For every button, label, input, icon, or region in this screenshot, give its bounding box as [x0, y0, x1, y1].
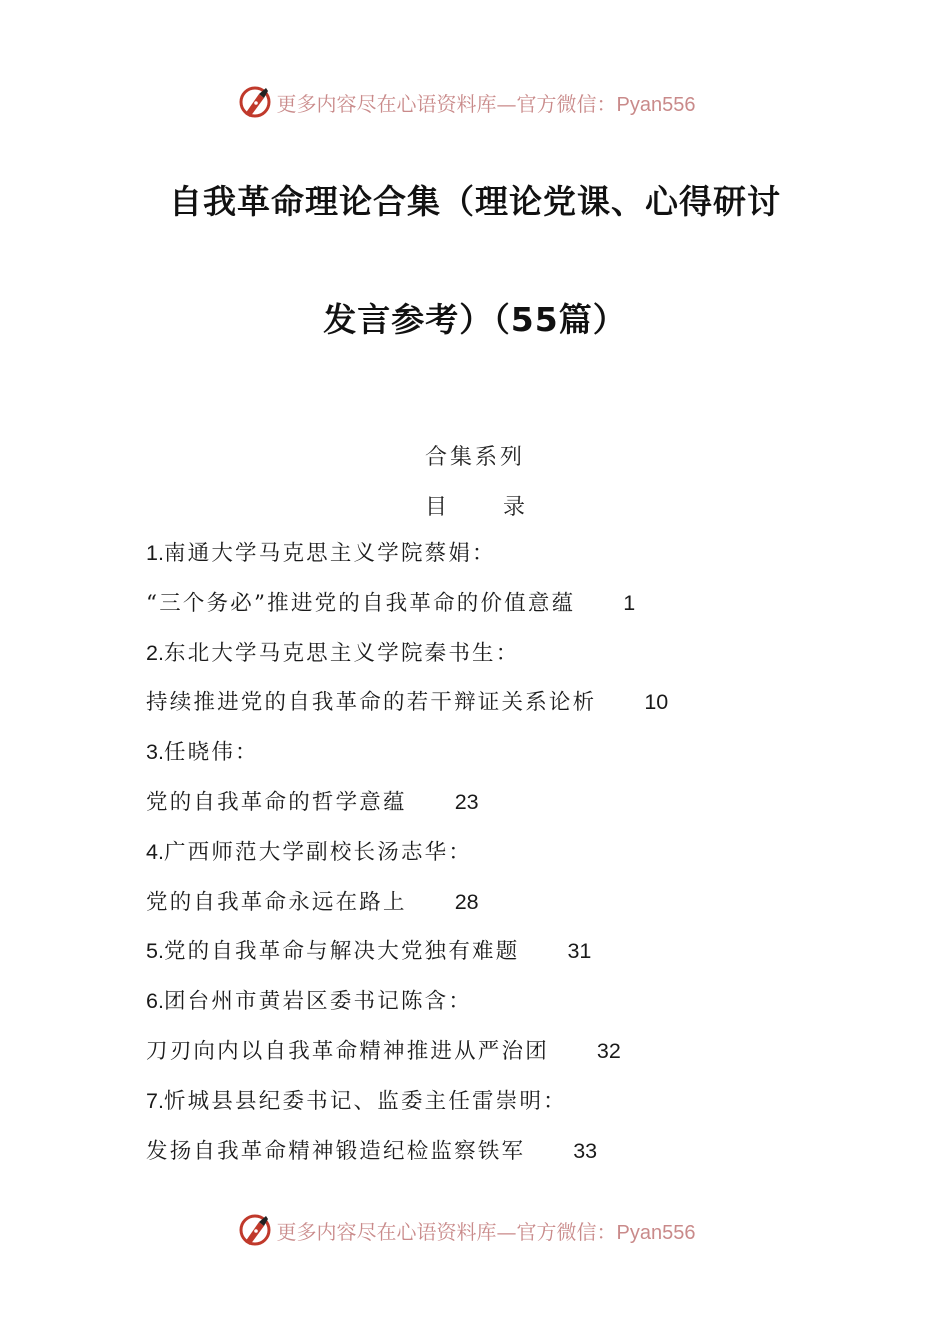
- toc-heading-char-1: 目: [424, 495, 447, 520]
- pen-nib-circle-icon: [237, 84, 273, 120]
- toc-entry-title[interactable]: [146, 687, 846, 737]
- toc-entry-page: 1: [623, 590, 636, 615]
- toc-entry-author: [146, 538, 846, 588]
- watermark-text: 更多内容尽在心语资料库—官方微信：Pyan556: [276, 91, 696, 116]
- toc-entry-author-text: 南通大学马克思主义学院蔡娟：: [163, 541, 496, 566]
- toc-entry-title[interactable]: [146, 588, 846, 638]
- toc-entry-number: 2.: [146, 640, 164, 665]
- toc-entry-number: 3.: [146, 740, 164, 765]
- toc-entry-page: 32: [596, 1038, 621, 1063]
- toc-entry-title-text: 党的自我革命与解决大党独有难题: [163, 939, 520, 965]
- watermark-text: 更多内容尽在心语资料库—官方微信：Pyan556: [276, 1219, 696, 1244]
- toc-entry-page: 33: [573, 1138, 598, 1163]
- toc-entry-number: 6.: [146, 989, 164, 1014]
- toc-entry-number: 4.: [146, 839, 164, 864]
- header-watermark: [0, 82, 950, 122]
- toc-entry-author: [146, 986, 846, 1036]
- toc-entry-author-text: 任晓伟：: [163, 740, 259, 766]
- toc-entry-author: [146, 638, 846, 688]
- toc-heading: [0, 490, 950, 521]
- footer-watermark: [0, 1210, 950, 1250]
- toc-entry-number: 1.: [146, 541, 164, 565]
- toc-entry-title[interactable]: [146, 787, 846, 837]
- toc-entry-author-text: 团台州市黄岩区委书记陈含：: [163, 989, 473, 1015]
- toc-entry-title-text: 党的自我革命的哲学意蕴: [146, 789, 407, 815]
- toc-entry-title[interactable]: [146, 936, 846, 986]
- watermark-wechat-id: Pyan556: [616, 93, 696, 116]
- table-of-contents: [146, 538, 846, 1185]
- toc-entry-page: 10: [644, 690, 669, 715]
- toc-entry-number: 5.: [146, 939, 164, 964]
- toc-entry-author-text: 东北大学马克思主义学院秦书生：: [163, 640, 520, 666]
- series-label: 合集系列: [424, 445, 525, 470]
- toc-entry-title-text: 党的自我革命永远在路上: [146, 889, 407, 915]
- toc-entry-author: [146, 1086, 846, 1136]
- toc-entry-author-text: 忻城县县纪委书记、监委主任雷崇明：: [163, 1088, 567, 1114]
- toc-entry-page: 28: [454, 889, 479, 914]
- toc-entry-title[interactable]: [146, 887, 846, 937]
- toc-entry-title[interactable]: [146, 1036, 846, 1086]
- toc-entry-title-text: 发扬自我革命精神锻造纪检监察铁军: [146, 1138, 526, 1164]
- pen-nib-circle-icon: [237, 1212, 273, 1248]
- document-title-line-1: 自我革命理论合集（理论党课、心得研讨: [169, 182, 781, 221]
- toc-heading-char-2: 录: [503, 495, 526, 520]
- toc-entry-page: 31: [567, 939, 592, 964]
- toc-entry-title[interactable]: [146, 1136, 846, 1186]
- toc-entry-author-text: 广西师范大学副校长汤志华：: [163, 839, 473, 865]
- toc-entry-title-text: 持续推进党的自我革命的若干辩证关系论析: [146, 690, 597, 716]
- toc-entry-author: [146, 837, 846, 887]
- toc-entry-author: [146, 737, 846, 787]
- watermark-wechat-id: Pyan556: [616, 1221, 696, 1244]
- toc-entry-title-text: 刀刃向内以自我革命精神推进从严治团: [146, 1038, 549, 1064]
- toc-entry-title-text: “三个务必”推进党的自我革命的价值意蕴: [146, 590, 576, 616]
- toc-entry-number: 7.: [146, 1088, 164, 1113]
- document-title-line-2: 发言参考）（55篇）: [323, 300, 627, 339]
- toc-entry-page: 23: [454, 789, 479, 814]
